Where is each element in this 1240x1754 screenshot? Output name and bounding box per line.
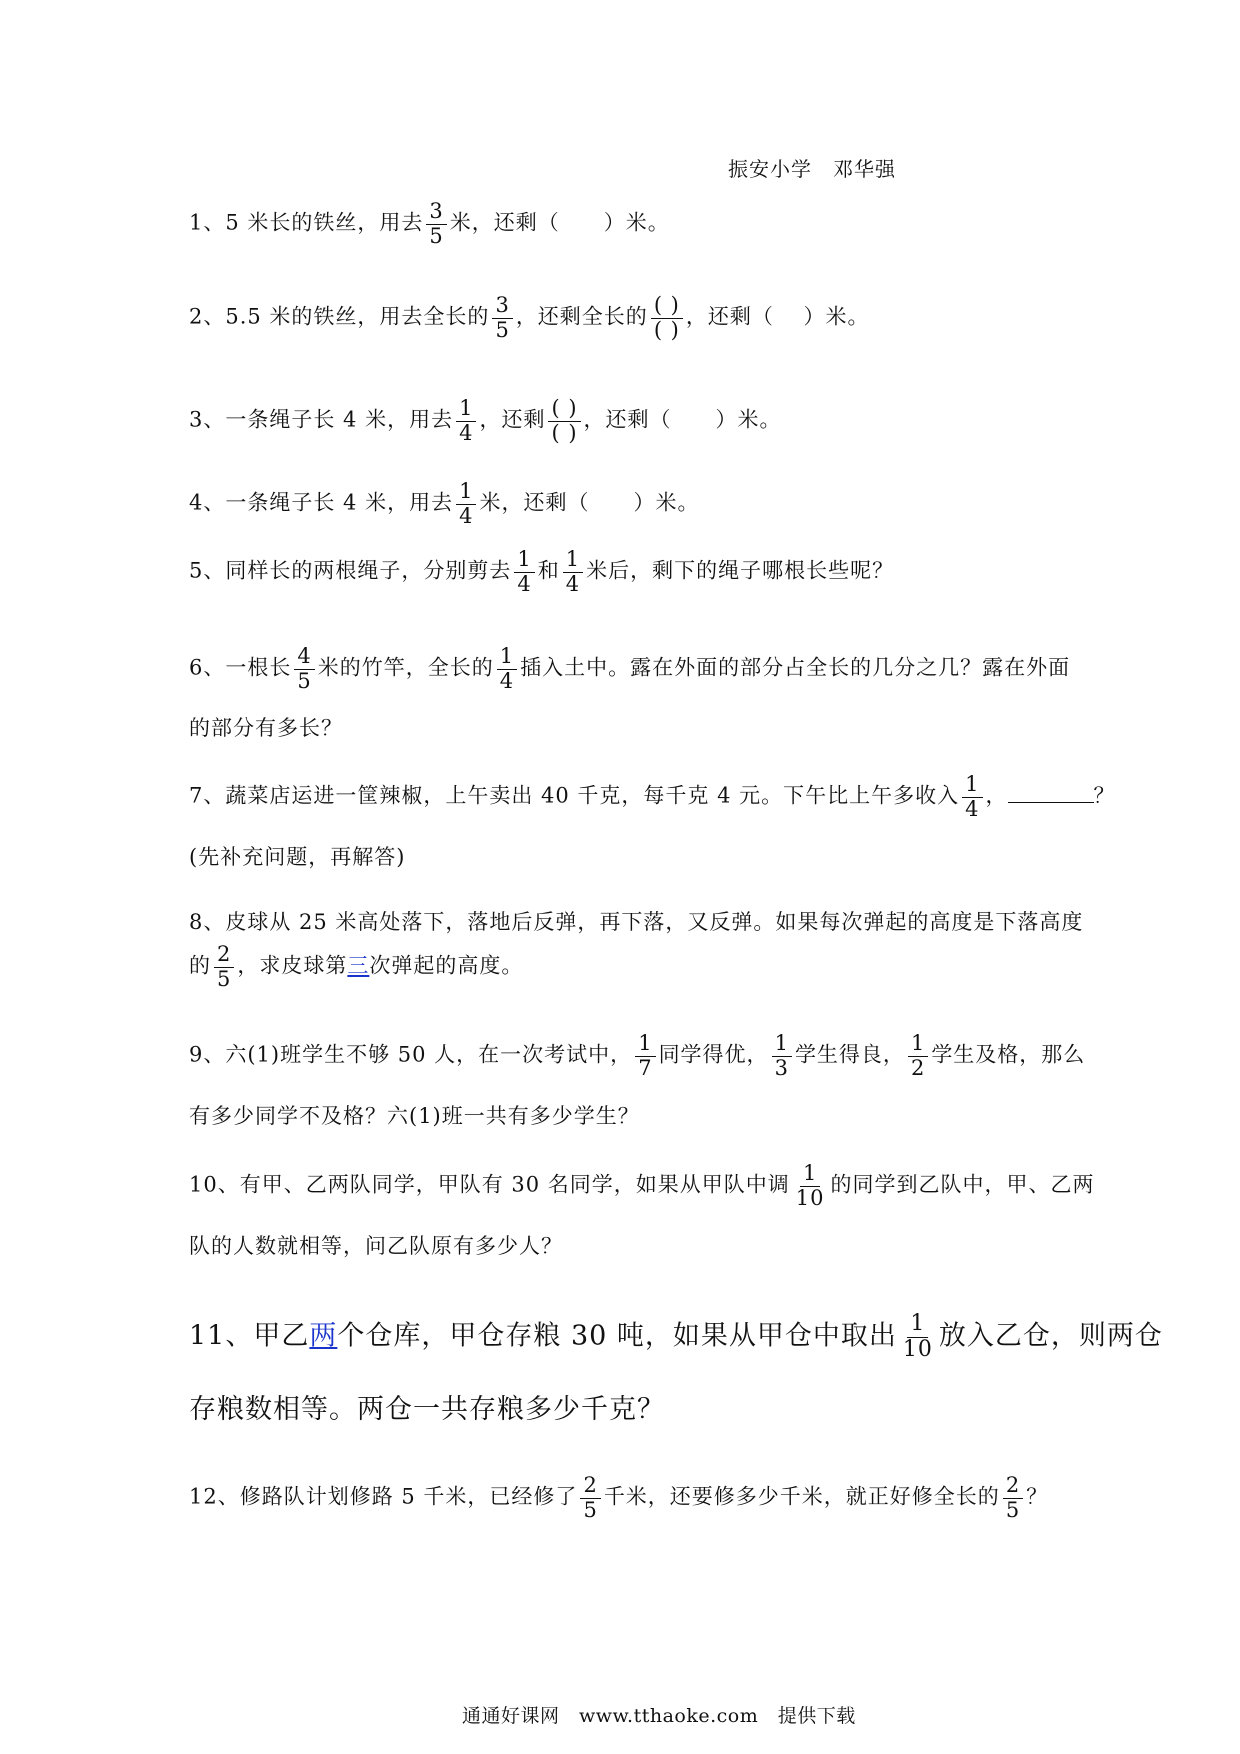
q5-text-a: 5、同样长的两根绳子，分别剪去 [189, 558, 512, 583]
question-9-line-2: 有多少同学不及格？六(1)班一共有多少学生？ [189, 1104, 640, 1128]
fraction-1-4: $\frac{1}{4}$ [456, 397, 476, 445]
q6-text-b: 米的竹竿，全长的 [317, 655, 494, 680]
question-10-line-2: 队的人数就相等，问乙队原有多少人？ [189, 1234, 563, 1258]
q9-text-c: 学生得良， [794, 1042, 905, 1067]
question-9 [189, 1032, 1085, 1080]
q7-text-b: ， [985, 783, 1008, 808]
fraction-1-4: $\frac{1}{4}$ [456, 480, 476, 528]
fraction-1-7: $\frac{1}{7}$ [635, 1032, 655, 1080]
fraction-1-4: $\frac{1}{4}$ [514, 548, 534, 596]
question-8-line-2 [189, 943, 523, 991]
blank-fraction: $\frac{( )}{( )}$ [548, 397, 580, 445]
fraction-2-5: $\frac{2}{5}$ [580, 1474, 600, 1522]
q3-text-a: 3、一条绳子长 4 米，用去 [189, 407, 454, 432]
question-5 [189, 548, 894, 596]
q11-text-c: 放入乙仓，则两仓 [938, 1320, 1163, 1352]
author-line: 振安小学 邓华强 [728, 157, 896, 181]
fraction-1-2: $\frac{1}{2}$ [908, 1032, 928, 1080]
fraction-3-5: $\frac{3}{5}$ [426, 200, 446, 248]
q7-text-a: 7、蔬菜店运进一筐辣椒，上午卖出 40 千克，每千克 4 元。下午比上午多收入 [189, 783, 960, 808]
question-6-line-2: 的部分有多长？ [189, 716, 343, 740]
question-1 [189, 200, 670, 248]
question-3 [189, 397, 782, 445]
fraction-1-4: $\frac{1}{4}$ [563, 548, 583, 596]
q2-text-c: ，还剩（ ）米。 [685, 304, 870, 329]
q2-text-b: ，还剩全长的 [515, 304, 648, 329]
q12-text-b: 千米，还要修多少千米，就正好修全长的 [603, 1484, 1000, 1509]
blank-fraction: $\frac{( )}{( )}$ [651, 294, 683, 342]
question-4 [189, 480, 699, 528]
highlighted-char: 三 [347, 953, 370, 978]
question-11-line-2: 存粮数相等。两仓一共存粮多少千克？ [189, 1394, 665, 1425]
fraction-2-5: $\frac{2}{5}$ [1003, 1474, 1023, 1522]
question-7-note: (先补充问题，再解答) [189, 845, 406, 869]
q3-text-b: ，还剩 [479, 407, 546, 432]
q5-text-b: 和 [537, 558, 560, 583]
q6-text-c: 插入土中。露在外面的部分占全长的几分之几？露在外面 [520, 655, 1071, 680]
fraction-2-5: $\frac{2}{5}$ [214, 943, 234, 991]
fraction-3-5: $\frac{3}{5}$ [492, 294, 512, 342]
question-2 [189, 294, 870, 342]
q7-text-c: ？ [1093, 783, 1116, 808]
q4-text-b: 米，还剩（ ）米。 [479, 490, 700, 515]
q1-text-b: 米，还剩（ ）米。 [449, 210, 670, 235]
fraction-1-4: $\frac{1}{4}$ [962, 773, 982, 821]
q8-text-b: 的 [189, 953, 211, 978]
q3-text-c: ，还剩（ ）米。 [583, 407, 782, 432]
q4-text-a: 4、一条绳子长 4 米，用去 [189, 490, 454, 515]
q9-text-d: 学生及格，那么 [931, 1042, 1086, 1067]
q9-text-b: 同学得优， [658, 1042, 769, 1067]
fraction-1-3: $\frac{1}{3}$ [772, 1032, 792, 1080]
fraction-1-10: $\frac{1}{10}$ [795, 1161, 825, 1210]
highlighted-char: 两 [309, 1320, 338, 1352]
fraction-1-4: $\frac{1}{4}$ [497, 645, 517, 693]
q11-text-b: 个仓库，甲仓存粮 30 吨，如果从甲仓中取出 [337, 1320, 897, 1352]
fraction-4-5: $\frac{4}{5}$ [294, 645, 314, 693]
q1-text-a: 1、5 米长的铁丝，用去 [189, 210, 424, 235]
q10-text-a: 10、有甲、乙两队同学，甲队有 30 名同学，如果从甲队中调 [189, 1172, 790, 1197]
question-6 [189, 645, 1070, 693]
q6-text-a: 6、一根长 [189, 655, 292, 680]
answer-blank [1008, 782, 1094, 803]
q10-text-b: 的同学到乙队中，甲、乙两 [830, 1172, 1095, 1197]
q12-text-a: 12、修路队计划修路 5 千米，已经修了 [189, 1484, 578, 1509]
question-8: 8、皮球从 25 米高处落下，落地后反弹，再下落，又反弹。如果每次弹起的高度是下落高度 [189, 910, 1084, 934]
question-11 [189, 1312, 1163, 1362]
question-12 [189, 1474, 1048, 1522]
q8-text-d: 次弹起的高度。 [369, 953, 524, 978]
q9-text-a: 9、六(1)班学生不够 50 人，在一次考试中， [189, 1042, 633, 1067]
footer-source: 通通好课网 www.tthaoke.com 提供下载 [462, 1705, 856, 1727]
q8-text-c: ，求皮球第 [237, 953, 348, 978]
question-7 [189, 773, 1116, 821]
q11-text-a: 11、甲乙 [189, 1320, 310, 1352]
q2-text-a: 2、5.5 米的铁丝，用去全长的 [189, 304, 490, 329]
q12-text-c: ？ [1026, 1484, 1049, 1509]
q5-text-c: 米后，剩下的绳子哪根长些呢？ [586, 558, 895, 583]
question-10 [189, 1162, 1095, 1210]
fraction-1-10: $\frac{1}{10}$ [902, 1311, 933, 1362]
